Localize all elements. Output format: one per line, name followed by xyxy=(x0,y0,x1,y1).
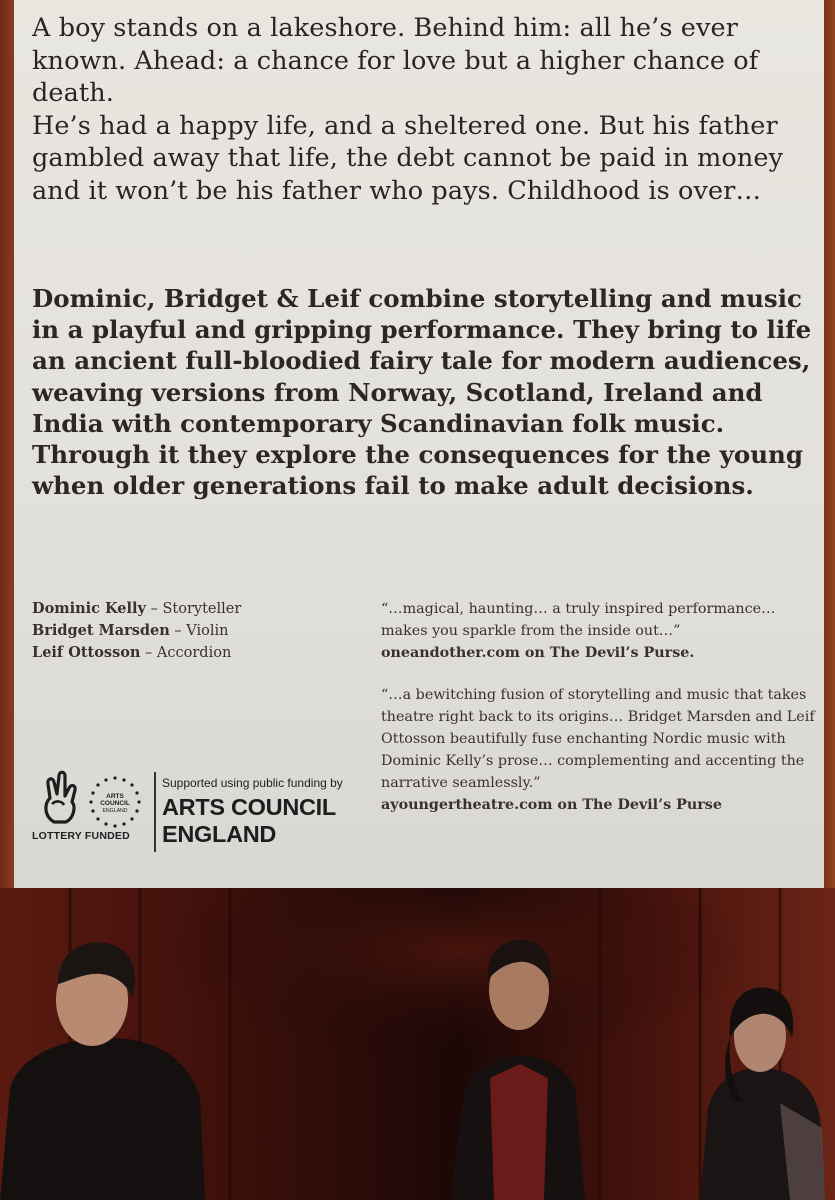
funding-caption: Supported using public funding by xyxy=(162,776,343,790)
intro-paragraph-2: He’s had a happy life, and a sheltered one. But his father gambled away that life, the debt cannot be paid in money and it won’t be his father who pays. Childhood is over… xyxy=(32,110,784,206)
svg-text:COUNCIL: COUNCIL xyxy=(100,800,130,807)
performer-name: Bridget Marsden xyxy=(32,622,170,639)
intro-text xyxy=(32,12,822,207)
performer-name: Dominic Kelly xyxy=(32,600,146,617)
svg-text:ARTS: ARTS xyxy=(106,793,124,800)
credit-row xyxy=(32,642,362,664)
press-quote xyxy=(381,684,821,816)
svg-text:ENGLAND: ENGLAND xyxy=(102,808,128,814)
intro-paragraph-1: A boy stands on a lakeshore. Behind him: all he’s ever known. Ahead: a chance for love but a higher chance of death. xyxy=(32,13,759,108)
performer-role: – Accordion xyxy=(140,645,232,661)
quote-text: “…magical, haunting… a truly inspired performance… makes you sparkle from the inside out…” xyxy=(381,601,776,639)
press-quotes xyxy=(381,598,821,836)
press-quote xyxy=(381,598,821,664)
arts-council-wordmark xyxy=(162,776,372,848)
quote-source: ayoungertheatre.com on The Devil’s Purse xyxy=(381,797,722,813)
lottery-funded-label: LOTTERY FUNDED xyxy=(32,830,130,842)
crossed-fingers-icon xyxy=(38,770,86,826)
performers-image xyxy=(0,888,835,1200)
credit-row xyxy=(32,620,362,642)
performers-photo xyxy=(0,888,835,1200)
funding-line-1: ARTS COUNCIL xyxy=(162,794,336,820)
funding-logos xyxy=(32,768,362,858)
lottery-logo xyxy=(32,768,140,858)
arts-council-ring-icon xyxy=(87,774,143,830)
quote-source: oneandother.com on The Devil’s Purse. xyxy=(381,645,695,661)
flyer-card xyxy=(14,0,824,888)
quote-text: “…a bewitching fusion of storytelling and music that takes theatre right back to its origins… Bridget Marsden and Leif Ottosson beautifully fuse enchanting Nordic music with Dominic Kelly’s prose… complementing and accenting the narrative seamlessly.” xyxy=(381,687,815,791)
performer-name: Leif Ottosson xyxy=(32,644,141,661)
logo-divider xyxy=(154,772,156,852)
performer-role: – Violin xyxy=(169,623,229,639)
credit-row xyxy=(32,598,362,620)
credits-list xyxy=(32,598,362,664)
funding-line-2: ENGLAND xyxy=(162,821,277,847)
description-text: Dominic, Bridget & Leif combine storytelling and music in a playful and gripping performance. They bring to life an ancient full-bloodied fairy tale for modern audiences, weaving versions from Norway, Scotland, Ireland and India with contemporary Scandinavian folk music. Through it they explore the consequences for the young when older generations fail to make adult decisions. xyxy=(32,284,812,501)
performer-role: – Storyteller xyxy=(145,601,242,617)
